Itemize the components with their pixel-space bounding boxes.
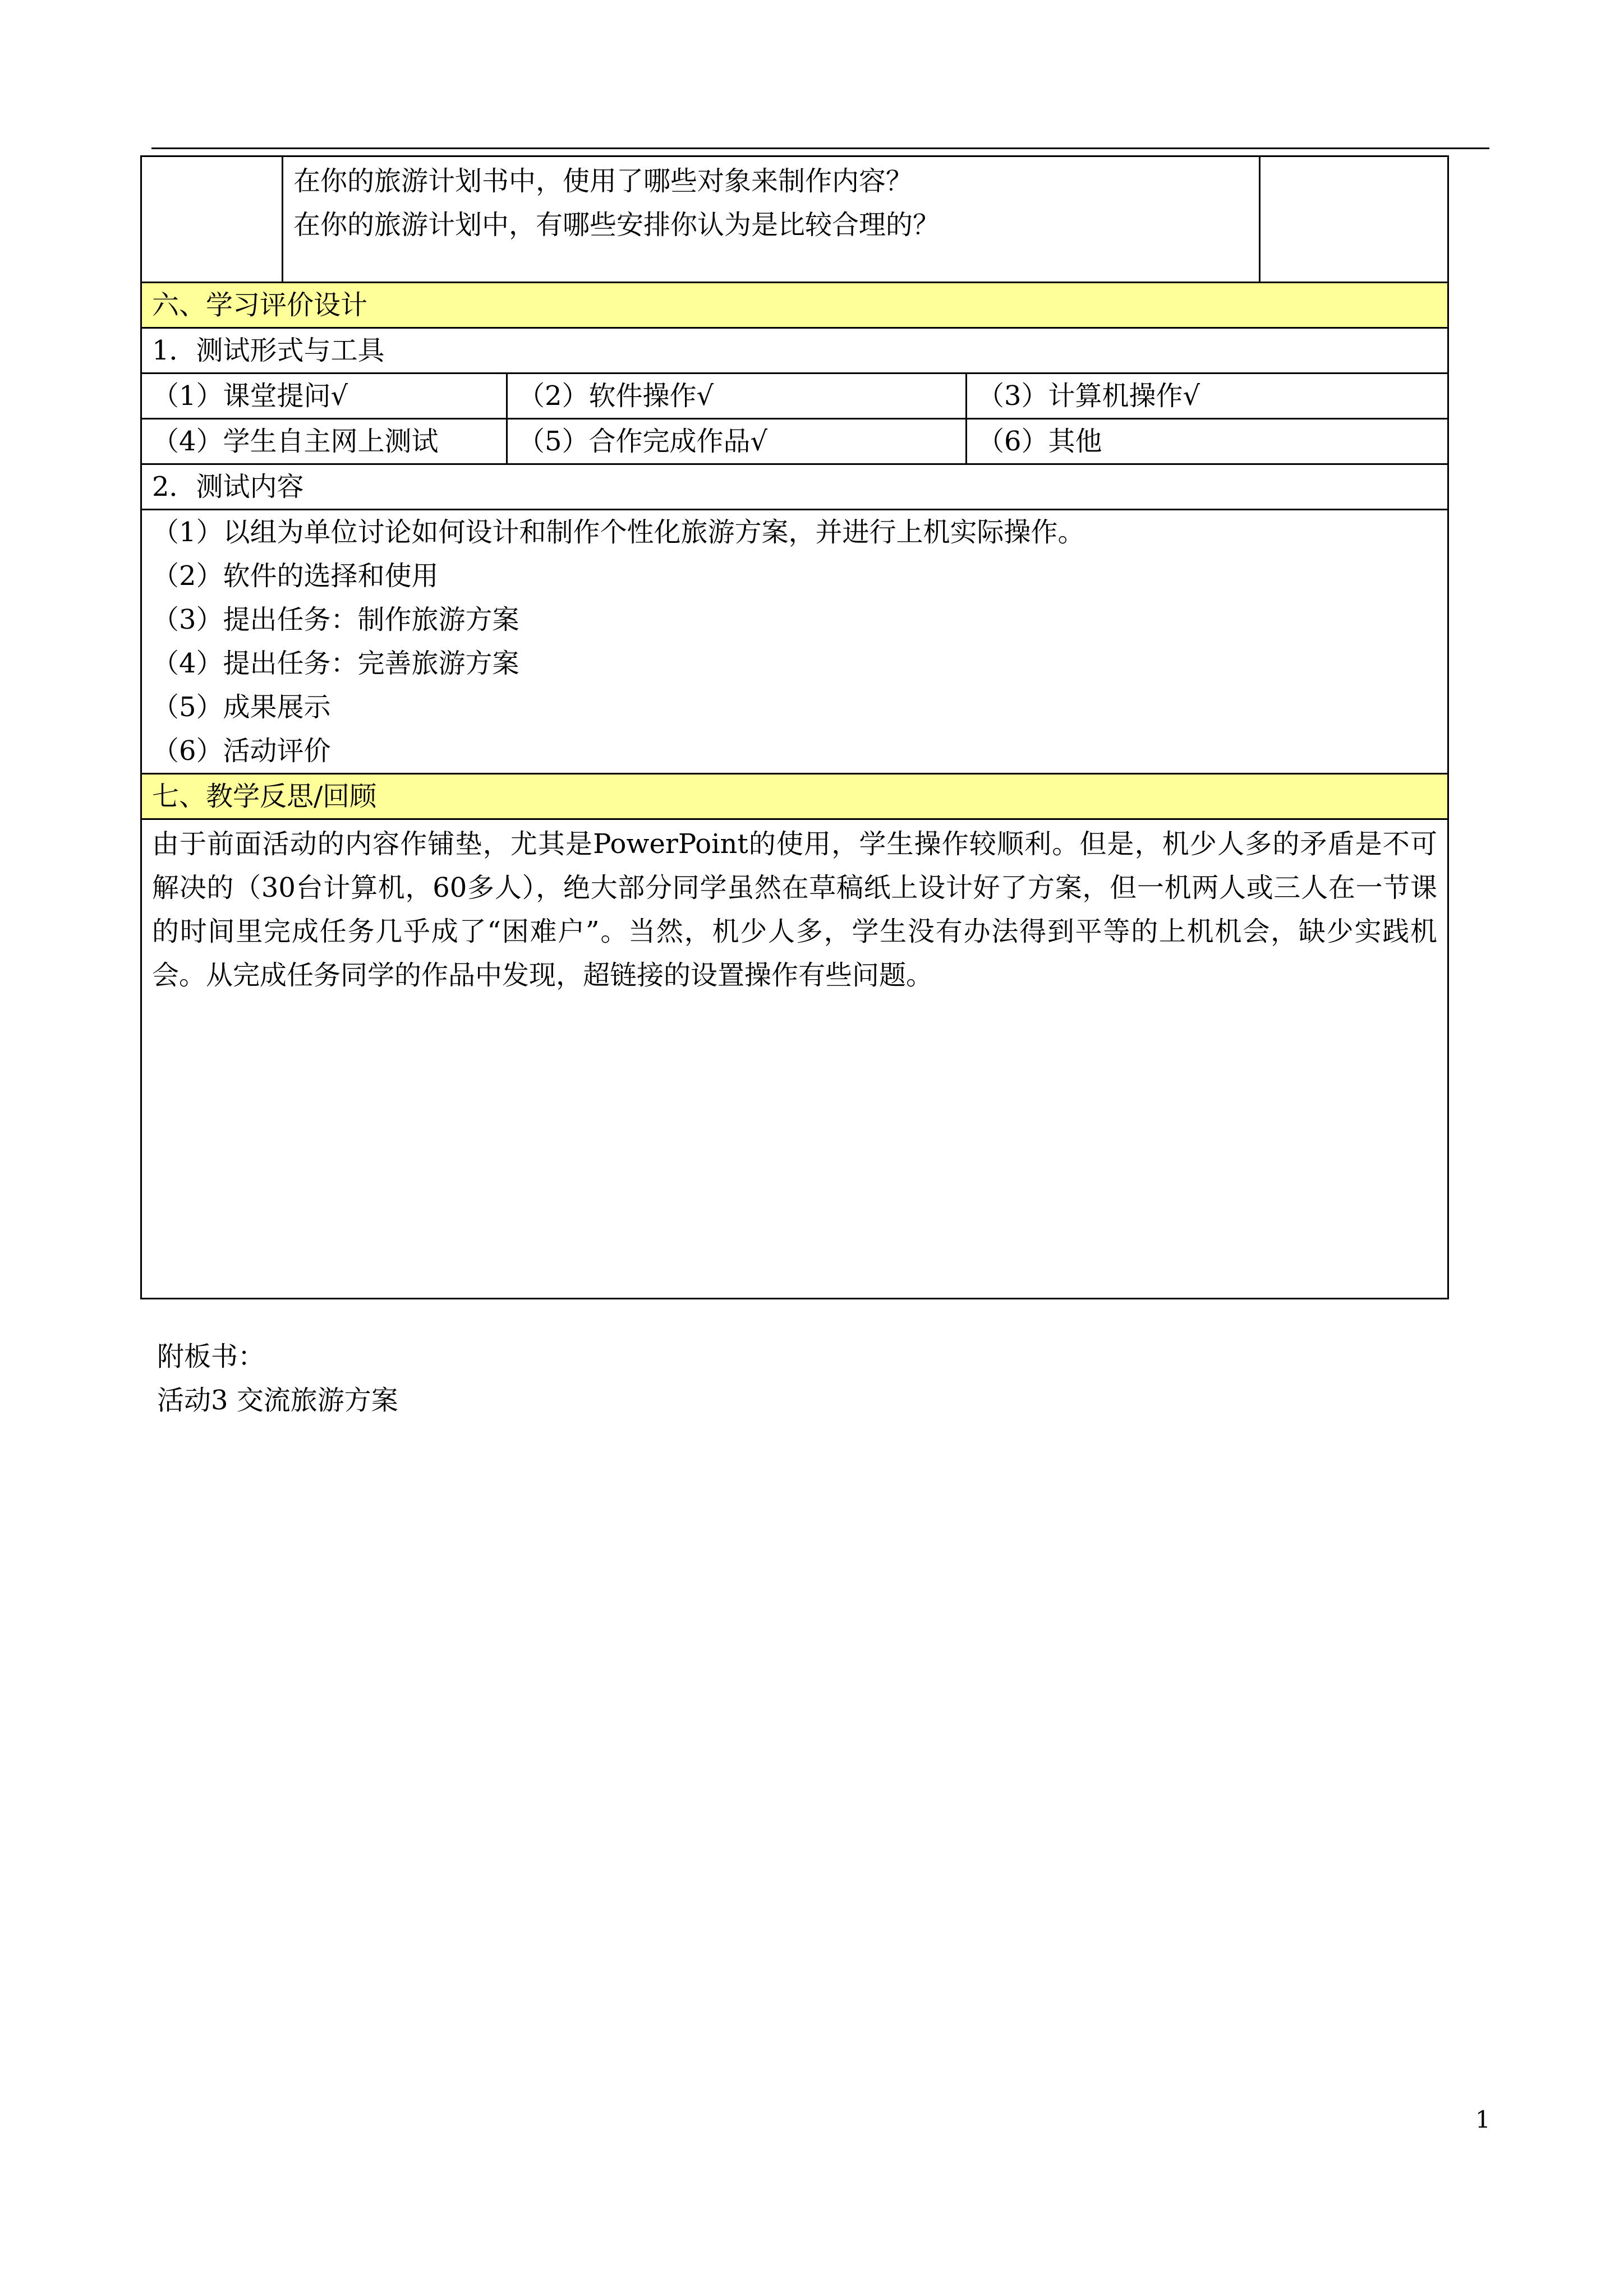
test-content-row: [141, 510, 1448, 774]
section7-title: 七、教学反思/回顾: [141, 774, 1448, 819]
content-item-2: （2）软件的选择和使用: [152, 560, 439, 592]
empty-right-cell: [1260, 156, 1448, 283]
question-2: 在你的旅游计划中，有哪些安排你认为是比较合理的？: [293, 209, 940, 241]
test-forms-row-2: [141, 419, 1448, 464]
test-forms-heading: 1．测试形式与工具: [141, 328, 1448, 374]
form-item-1: （1）课堂提问√: [141, 374, 507, 419]
test-content-heading: 2．测试内容: [141, 464, 1448, 510]
content-item-3: （3）提出任务：制作旅游方案: [152, 604, 519, 635]
content-item-1: （1）以组为单位讨论如何设计和制作个性化旅游方案，并进行上机实际操作。: [152, 517, 1085, 548]
content-item-5: （5）成果展示: [152, 691, 331, 723]
question-1: 在你的旅游计划书中，使用了哪些对象来制作内容？: [293, 165, 913, 197]
content-item-4: （4）提出任务：完善旅游方案: [152, 648, 519, 679]
header-rule: [151, 147, 1489, 149]
test-content-heading-row: [141, 464, 1448, 510]
form-item-2: （2）软件操作√: [507, 374, 967, 419]
form-item-4: （4）学生自主网上测试: [141, 419, 507, 464]
test-forms-heading-row: [141, 328, 1448, 374]
reflection-row: [141, 819, 1448, 1299]
section7-header-row: [141, 774, 1448, 819]
questions-row: [141, 156, 1448, 283]
content-item-6: （6）活动评价: [152, 735, 331, 767]
lesson-plan-table: [140, 155, 1449, 1299]
form-item-5: （5）合作完成作品√: [507, 419, 967, 464]
form-item-3: （3）计算机操作√: [967, 374, 1448, 419]
appendix-activity: 活动3 交流旅游方案: [157, 1385, 398, 1416]
section6-title: 六、学习评价设计: [141, 283, 1448, 328]
form-item-6: （6）其他: [967, 419, 1448, 464]
test-content-list: [141, 510, 1448, 774]
appendix-label: 附板书：: [157, 1341, 265, 1372]
questions-cell: [283, 156, 1260, 283]
reflection-text: 由于前面活动的内容作铺垫，尤其是PowerPoint的使用，学生操作较顺利。但是，机少人多的矛盾是不可解决的（30台计算机，60多人），绝大部分同学虽然在草稿纸上设计好了方案，但一机两人或三人在一节课的时间里完成任务几乎成了“困难户”。当然，机少人多，学生没有办法得到平等的上机机会，缺少实践机会。从完成任务同学的作品中发现，超链接的设置操作有些问题。: [141, 819, 1448, 1299]
section6-header-row: [141, 283, 1448, 328]
empty-left-cell: [141, 156, 283, 283]
page-number: 1: [1475, 2106, 1490, 2133]
test-forms-row-1: [141, 374, 1448, 419]
